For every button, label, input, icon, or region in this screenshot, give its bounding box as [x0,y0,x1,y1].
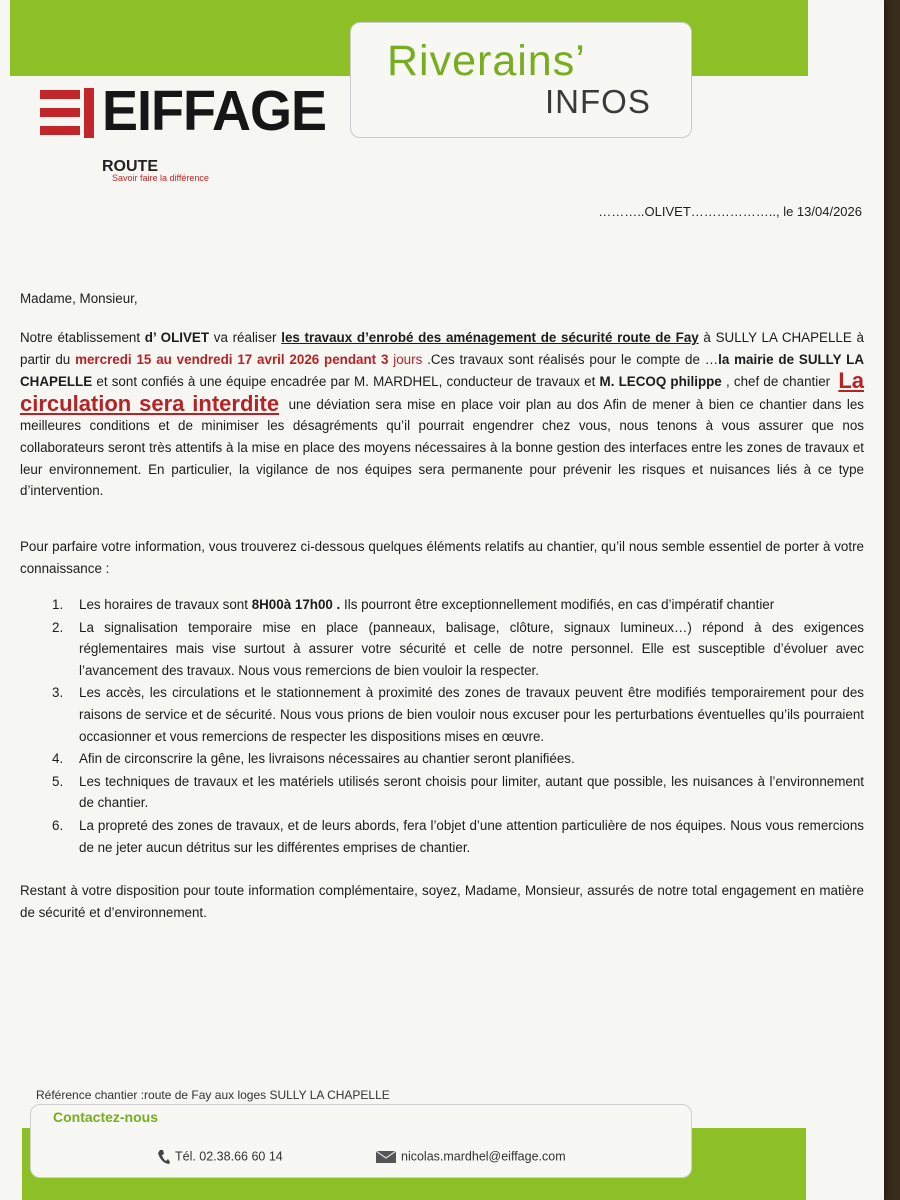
contact-phone: Tél. 02.38.66 60 14 [157,1149,283,1165]
list-item: 6. La propreté des zones de travaux, et de leurs abords, fera l’objet d’une attention particulière de nos équipes. Nous vous remercions de ne jeter aucun détritus sur les différentes emprises de chantier. [52,817,864,855]
riverains-infos-box [350,22,692,138]
brand-name: EIFFAGE [102,79,327,143]
contact-title: Contactez-nous [53,1109,158,1125]
list-item: 1. Les horaires de travaux sont 8H00à 17h00 . Ils pourront être exceptionnellement modifiés, en cas d’impératif chantier [52,597,775,612]
list-item: 2. La signalisation temporaire mise en place (panneaux, balisage, clôture, signaux lumineux…) répond à des exigences réglementaires mais vise surtout à assurer votre sécurité et celle de notre personnel. Elle est susceptible d’évoluer avec l’avancement des travaux. Nous vous remercions de bien vouloir la respecter. [52,619,864,678]
brand-tagline: Savoir faire la différence [112,173,209,183]
list-item: 3. Les accès, les circulations et le stationnement à proximité des zones de travaux peuvent être modifiés temporairement pour des raisons de service et de sécurité. Nous vous prions de bien vouloir nous excuser pour les perturbations éventuelles qu’ils pourraient occasionner et vous remercions de respecter les dispositions mises en œuvre. [52,685,864,744]
salutation: Madame, Monsieur, [20,291,138,306]
traffic-closed-notice: La circulation sera interdite [20,368,865,416]
closing-paragraph: Restant à votre disposition pour toute information complémentaire, soyez, Madame, Monsieur, assurés de notre total engagement en matière de sécurité et d’environnement. [20,883,864,920]
riverains-title: Riverains’ [387,37,586,85]
eiffage-logo-icon [40,88,96,138]
list-item: 4. Afin de circonscrire la gêne, les livraisons nécessaires au chantier seront planifiées. [52,751,575,767]
paragraph-intro: Notre établissement d’ OLIVET va réaliser les travaux d’enrobé des aménagement de sécurité route de Fay à SULLY LA CHAPELLE à partir du mercredi 15 au vendredi 17 avril 2026 pendant 3 jours .Ces travaux sont réalisés pour le compte de …la mairie de SULLY LA CHAPELLE et sont confiés à une équipe encadrée par M. MARDHEL, conducteur de travaux et M. LECOQ philippe , chef de chantier La circulation sera interdite une déviation sera mise en place voir plan au dos Afin de mener à bien ce chantier dans les meilleures conditions et de minimiser les désagréments qu’il pourrait engendrer chez vous, nous tenons à vous assurer que nos collaborateurs seront très attentifs à la mise en place des moyens nécessaires à la bonne gestion des interfaces entre les zones de travaux et leur environnement. En particulier, la vigilance de nos équipes sera permanente pour prévenir les risques et nuisances liés à ce type d’intervention. [20,330,865,499]
site-reference: Référence chantier :route de Fay aux loges SULLY LA CHAPELLE [36,1088,390,1102]
date-line: ………..OLIVET……………….., le 13/04/2026 [598,204,862,219]
contact-box [30,1104,692,1178]
list-item: 5. Les techniques de travaux et les matériels utilisés seront choisis pour limiter, autant que possible, les nuisances à l’environnement de chantier. [52,773,864,811]
info-list [34,594,864,859]
envelope-icon [375,1149,397,1165]
paragraph-info: Pour parfaire votre information, vous trouverez ci-dessous quelques éléments relatifs au chantier, qu’il nous semble essentiel de porter à votre connaissance : [20,539,864,576]
riverains-subtitle: INFOS [545,83,651,120]
contact-email[interactable]: nicolas.mardhel@eiffage.com [375,1149,566,1165]
phone-icon [157,1149,171,1165]
brand-division: ROUTE [102,158,158,175]
